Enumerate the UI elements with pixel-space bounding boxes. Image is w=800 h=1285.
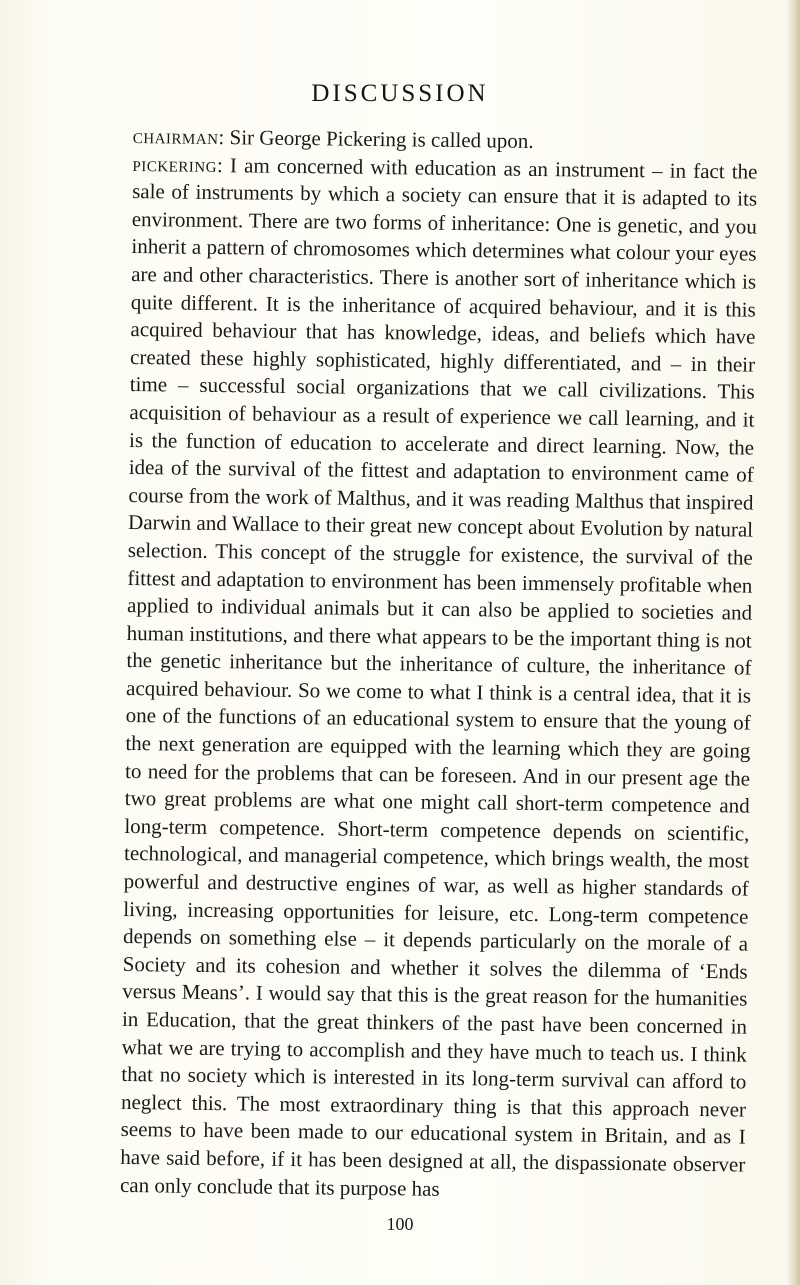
page-edge-shadow — [786, 0, 800, 1285]
transcript-paragraph-pickering — [120, 151, 758, 1207]
page-number: 100 — [386, 1214, 414, 1234]
discussion-transcript — [120, 123, 758, 1207]
page-heading: DISCUSSION — [311, 80, 489, 107]
speaker-name: pickering — [132, 151, 218, 177]
speaker-name: chairman — [132, 123, 219, 150]
speech-text: Sir George Pickering is called upon. — [229, 125, 534, 153]
speaker-separator: : — [216, 152, 231, 177]
speaker-separator: : — [218, 125, 230, 150]
speech-text: I am concerned with education as an instrument – in fact the sale of instruments by which a society can ensure that it is adapted to its environment. There are two forms of inheritance: One is genetic, and you inherit a pattern of chromosomes which determines what colour your eyes are and other characteristics. There is another sort of inheritance which is quite different. It is the inheritance of acquired behaviour, and it is this acquired behaviour that has knowledge, ideas, and beliefs which have created these highly sophisticated, highly differentiated, and – in their time – successful social organizations that we call civilizations. This acquisition of behaviour as a result of experience we call learning, and it is the function of education to accelerate and direct learning. Now, the idea of the survival of the fittest and adaptation to environment came of course from the work of Malthus, and it was reading Malthus that inspired Darwin and Wallace to their great new concept about Evolution by natural selection. This concept of the struggle for existence, the survival of the fittest and adaptation to environment has been immensely profitable when applied to individual animals but it can also be applied to societies and human institutions, and there what appears to be the important thing is not the genetic inheritance but the inheritance of culture, the inheritance of acquired behaviour. So we come to what I think is a central idea, that it is one of the functions of an educational system to ensure that the young of the next generation are equipped with the learning which they are going to need for the problems that can be foreseen. And in our present age the two great problems are what one might call short-term competence and long-term competence. Short-term competence depends on scientific, technological, and managerial competence, which brings wealth, the most powerful and destructive engines of war, as well as higher standards of living, increasing opportunities for leisure, etc. Long-term competence depends on something else – it depends particularly on the morale of a Society and its cohesion and whether it solves the dilemma of ‘Ends versus Means’. I would say that this is the great reason for the humanities in Education, that the great thinkers of the past have been concerned in what we are trying to accomplish and they have much to teach us. I think that no society which is interested in its long-term survival can afford to neglect this. The most extraordinary thing is that this approach never seems to have been made to our educational system in Britain, and as I have said before, if it has been designed at all, the dispassionate observer can only conclude that its purpose has — [119, 152, 758, 1201]
